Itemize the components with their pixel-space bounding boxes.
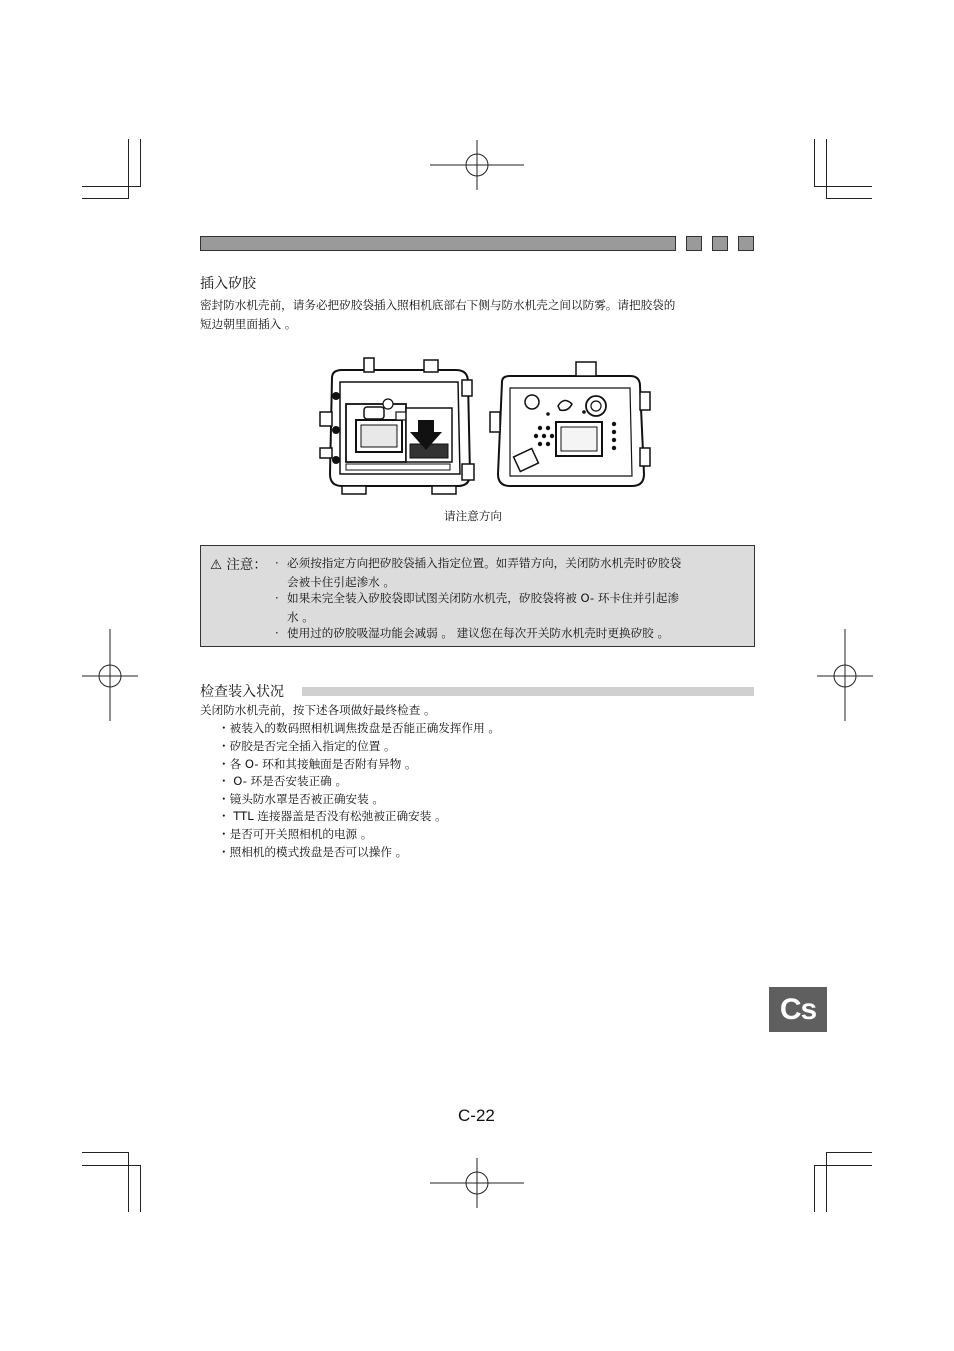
registration-mark-left — [82, 629, 138, 721]
section-title-silica: 插入矽胶 — [200, 276, 256, 292]
caution-line: 会被卡住引起渗水 。 — [287, 574, 396, 589]
check-item: ・ O- 环是否安装正确 。 — [218, 774, 348, 788]
caution-line: 水 。 — [287, 609, 314, 624]
housing-open-view — [320, 358, 474, 494]
caution-box — [200, 545, 755, 647]
page-number: C-22 — [458, 1106, 495, 1125]
check-intro: 关闭防水机壳前，按下述各项做好最终检查 。 — [200, 703, 436, 717]
figure-caption: 请注意方向 — [444, 509, 502, 523]
check-item: ・矽胶是否完全插入指定的位置 。 — [218, 739, 396, 753]
check-item: ・照相机的模式拨盘是否可以操作 。 — [218, 845, 408, 859]
housing-illustration — [306, 352, 658, 500]
check-item: ・镜头防水罩是否被正确安装 。 — [218, 792, 384, 806]
registration-mark-top — [430, 140, 524, 190]
registration-mark-right — [817, 629, 873, 721]
caution-item — [275, 589, 747, 626]
language-tab: Cs — [769, 987, 827, 1032]
header-square — [712, 236, 728, 251]
check-item: ・ TTL 连接器盖是否没有松弛被正确安装 。 — [218, 809, 447, 823]
caution-item — [275, 554, 747, 591]
bullet: · — [275, 626, 279, 640]
header-square — [686, 236, 702, 251]
section-title-check: 检查装入状况 — [200, 684, 284, 700]
caution-line: 如果未完全装入矽胶袋即试图关闭防水机壳，矽胶袋将被 O- 环卡住并引起渗 — [287, 591, 680, 605]
paragraph-line: 密封防水机壳前，请务必把矽胶袋插入照相机底部右下侧与防水机壳之间以防雾。请把胶袋的 — [200, 298, 676, 312]
caution-label: ⚠ 注意： — [210, 557, 267, 573]
section-paragraph — [200, 296, 760, 334]
check-item: ・各 O- 环和其接触面是否附有异物 。 — [218, 757, 417, 771]
registration-mark-bottom — [430, 1158, 524, 1208]
caution-item — [275, 624, 747, 643]
paragraph-line: 短边朝里面插入 。 — [200, 317, 297, 331]
section-rule — [302, 687, 754, 696]
bullet: · — [275, 556, 279, 570]
header-square — [738, 236, 754, 251]
housing-back-view — [490, 362, 650, 486]
header-bar — [200, 236, 676, 251]
check-item: ・被装入的数码照相机调焦拨盘是否能正确发挥作用 。 — [218, 721, 500, 735]
caution-line: 使用过的矽胶吸湿功能会减弱 。 建议您在每次开关防水机壳时更换矽胶 。 — [287, 626, 670, 640]
caution-line: 必须按指定方向把矽胶袋插入指定位置。如弄错方向，关闭防水机壳时矽胶袋 — [287, 556, 682, 570]
bullet: · — [275, 591, 279, 605]
check-item: ・是否可开关照相机的电源 。 — [218, 827, 373, 841]
